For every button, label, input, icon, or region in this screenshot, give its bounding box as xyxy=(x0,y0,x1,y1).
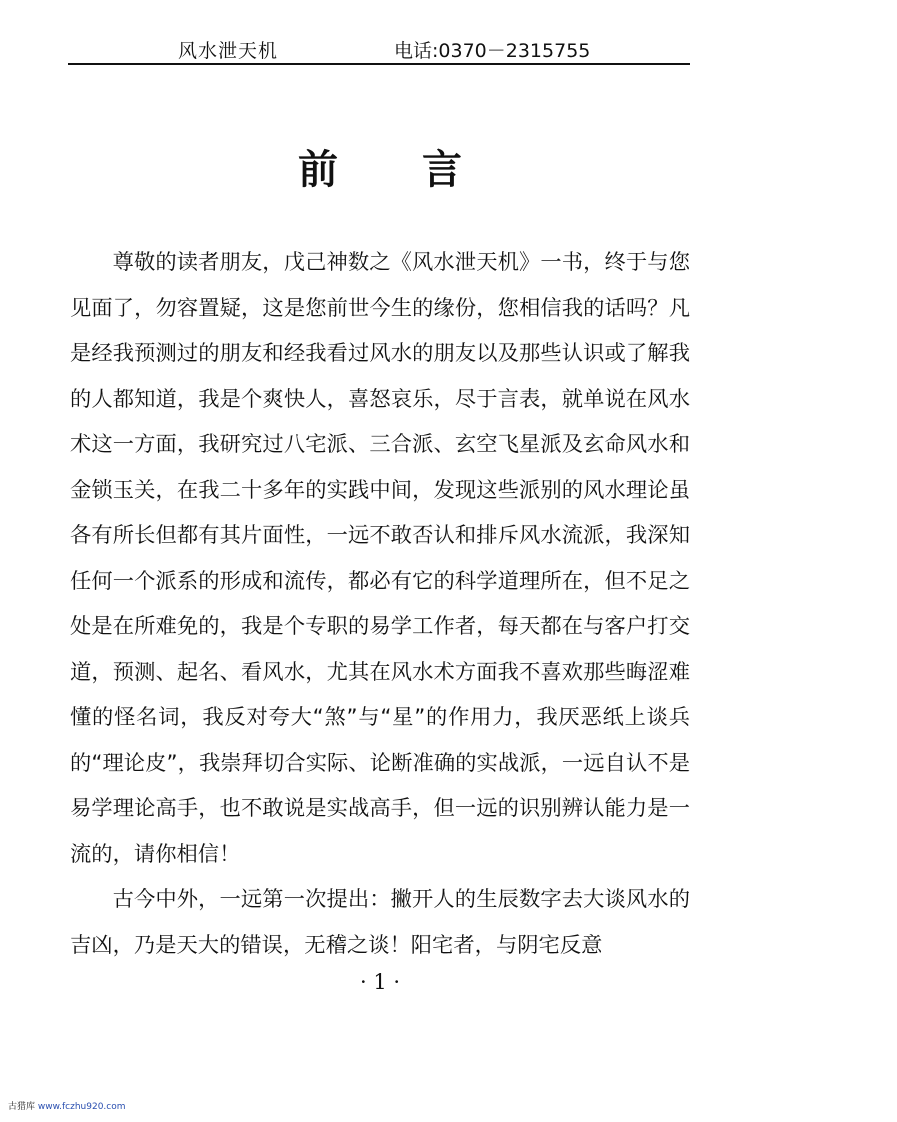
paragraph: 尊敬的读者朋友，戊己神数之《风水泄天机》一书，终于与您见面了，勿容置疑，这是您前世今生的缘份，您相信我的话吗？凡是经我预测过的朋友和经我看过风水的朋友以及那些认识或了解我的人都知道，我是个爽快人，喜怒哀乐，尽于言表，就单说在风水术这一方面，我研究过八宅派、三合派、玄空飞星派及玄命风水和金锁玉关，在我二十多年的实践中间，发现这些派别的风水理论虽各有所长但都有其片面性，一远不敢否认和排斥风水流派，我深知任何一个派系的形成和流传，都必有它的科学道理所在，但不足之处是在所难免的，我是个专职的易学工作者，每天都在与客户打交道，预测、起名、看风水，尤其在风水术方面我不喜欢那些晦涩难懂的怪名词，我反对夸大“煞”与“星”的作用力，我厌恶纸上谈兵的“理论皮”，我崇拜切合实际、论断准确的实战派，一远自认不是易学理论高手，也不敢说是实战高手，但一远的识别辨认能力是一流的，请你相信！ xyxy=(70,250,690,867)
phone-number: 电话:0370－2315755 xyxy=(394,40,591,62)
watermark-url: www.fczhu920.com xyxy=(37,1102,126,1112)
watermark xyxy=(8,1099,126,1112)
body-text xyxy=(70,240,690,968)
paragraph: 古今中外，一远第一次提出：撇开人的生辰数字去大谈风水的吉凶，乃是天大的错误，无稽之谈！阳宅者，与阴宅反意 xyxy=(70,887,690,958)
header-divider xyxy=(68,63,690,65)
chapter-title: 前言 xyxy=(298,147,546,193)
watermark-site-name: 古猎库 xyxy=(8,1102,36,1112)
book-title: 风水泄天机 xyxy=(178,40,279,62)
running-header xyxy=(68,28,688,64)
page-number: · 1 · xyxy=(359,970,401,994)
